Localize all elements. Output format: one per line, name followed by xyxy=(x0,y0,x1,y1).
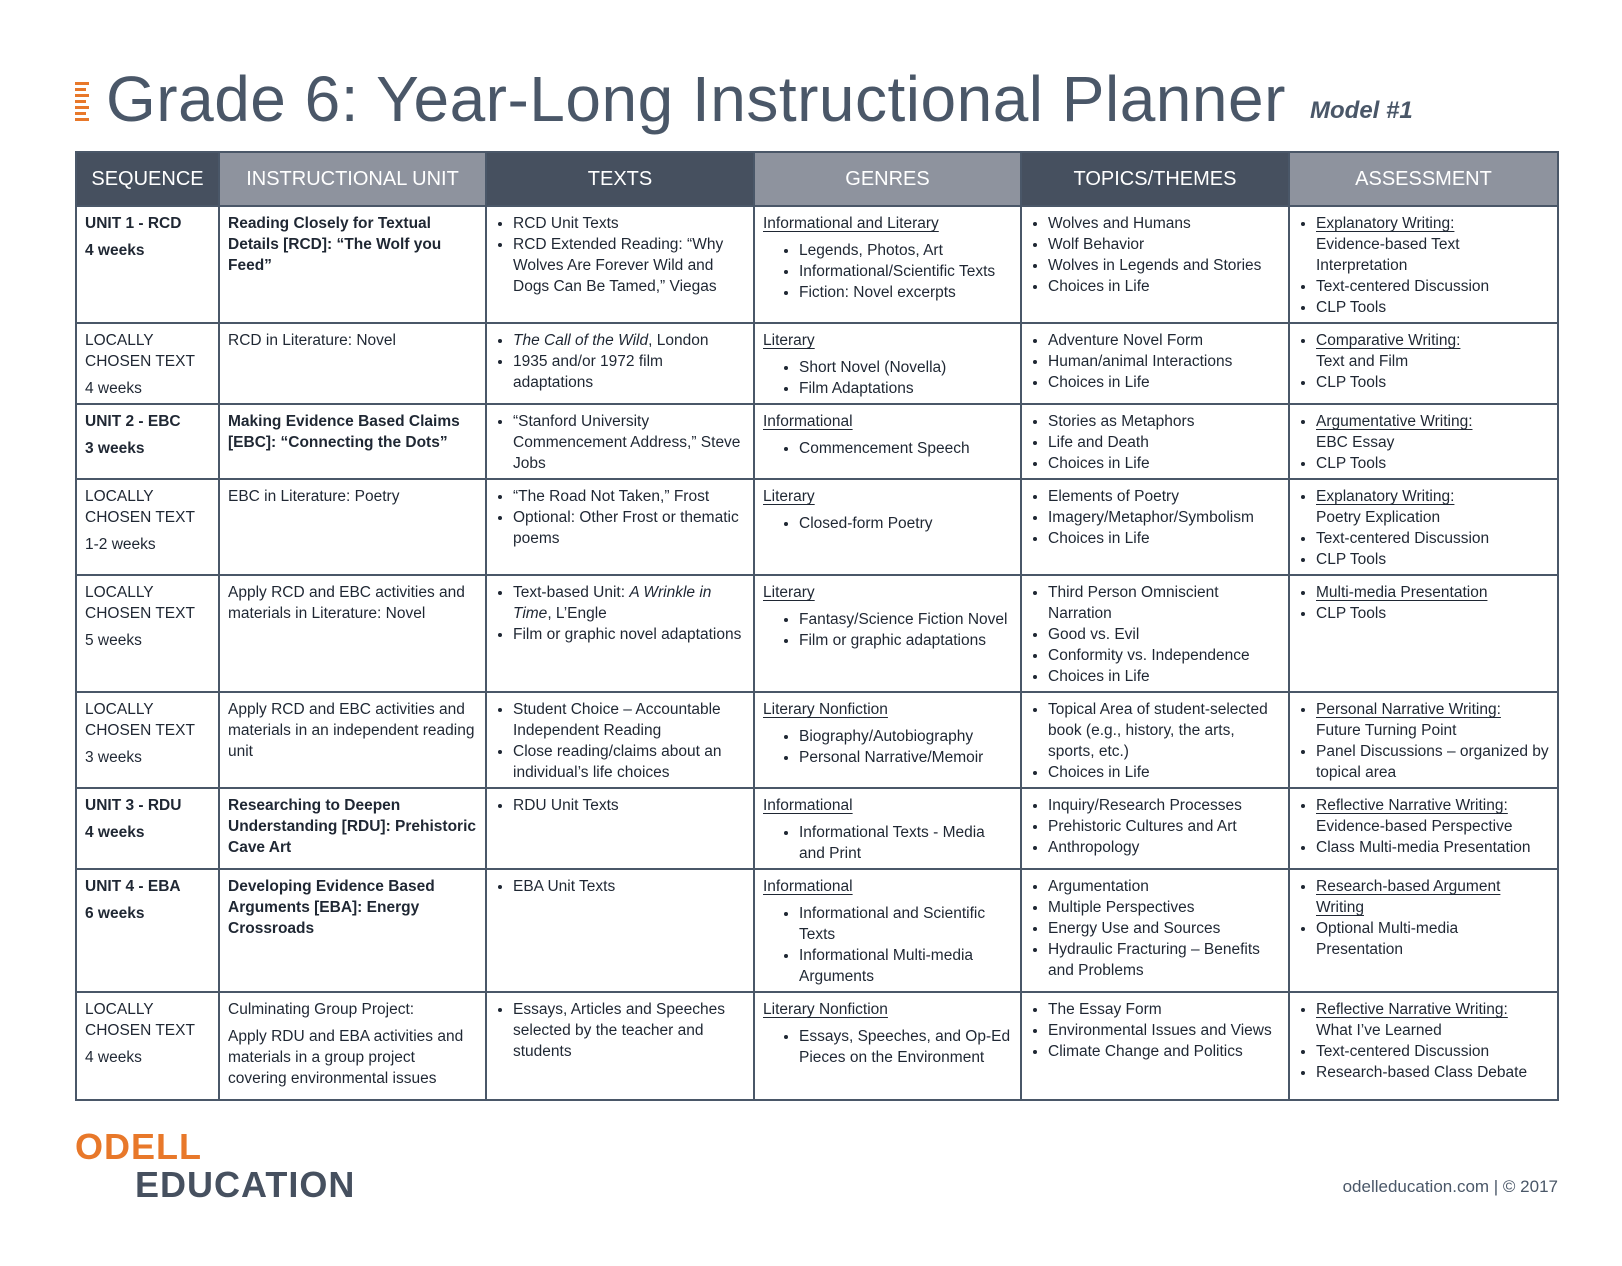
text-item xyxy=(513,330,745,351)
topic-item: • Choices in Life xyxy=(1048,372,1280,393)
genres-cell xyxy=(754,575,1021,692)
topic-item: • Elements of Poetry xyxy=(1048,486,1280,507)
instructional-unit-cell xyxy=(219,692,486,788)
assessment-cell xyxy=(1289,323,1558,404)
planner-body xyxy=(76,206,1558,1100)
assessment-cell xyxy=(1289,788,1558,869)
sequence-label: LOCALLY CHOSEN TEXT xyxy=(85,488,195,526)
texts-cell xyxy=(486,575,754,692)
assessment-item: • Text-centered Discussion xyxy=(1316,528,1549,549)
unit-title: RCD in Literature: Novel xyxy=(228,332,396,349)
texts-cell xyxy=(486,404,754,479)
sequence-cell xyxy=(76,479,219,575)
assessment-heading: Reflective Narrative Writing: xyxy=(1316,797,1508,814)
topic-item: • Multiple Perspectives xyxy=(1048,897,1280,918)
sequence-cell xyxy=(76,206,219,323)
topic-item: • Energy Use and Sources xyxy=(1048,918,1280,939)
assessment-item xyxy=(1316,411,1549,453)
genre-list xyxy=(763,822,1012,864)
assessment-item: • Text-centered Discussion xyxy=(1316,1041,1549,1062)
assessment-item xyxy=(1316,330,1549,372)
column-header-texts: TEXTS xyxy=(486,152,754,206)
texts-list xyxy=(495,876,745,897)
text-item: • Essays, Articles and Speeches selected by the teacher and students xyxy=(513,999,745,1062)
assessment-heading: Argumentative Writing: xyxy=(1316,413,1473,430)
genre-heading: Informational xyxy=(763,413,853,430)
text-item: • RCD Extended Reading: “Why Wolves Are Forever Wild and Dogs Can Be Tamed,” Viegas xyxy=(513,234,745,297)
text-item: • “The Road Not Taken,” Frost xyxy=(513,486,745,507)
topic-item: • Human/animal Interactions xyxy=(1048,351,1280,372)
texts-list xyxy=(495,582,745,645)
sequence-label: LOCALLY CHOSEN TEXT xyxy=(85,701,195,739)
instructional-unit-cell xyxy=(219,206,486,323)
text-title: The Call of the Wild xyxy=(513,332,649,349)
genre-item: • Short Novel (Novella) xyxy=(799,357,1012,378)
assessment-heading: Comparative Writing: xyxy=(1316,332,1461,349)
topics-cell xyxy=(1021,404,1289,479)
assessment-list xyxy=(1298,486,1549,570)
topic-item: • Climate Change and Politics xyxy=(1048,1041,1280,1062)
sequence-cell xyxy=(76,575,219,692)
topics-list xyxy=(1030,486,1280,549)
topics-cell xyxy=(1021,479,1289,575)
assessment-item: • CLP Tools xyxy=(1316,603,1549,624)
text-item: • RCD Unit Texts xyxy=(513,213,745,234)
table-row xyxy=(76,479,1558,575)
unit-title: Apply RCD and EBC activities and materials in an independent reading unit xyxy=(228,701,475,760)
texts-list xyxy=(495,411,745,474)
table-row xyxy=(76,323,1558,404)
table-row xyxy=(76,692,1558,788)
topic-item: • Choices in Life xyxy=(1048,528,1280,549)
assessment-cell xyxy=(1289,869,1558,992)
text-item xyxy=(513,582,745,624)
texts-cell xyxy=(486,869,754,992)
sequence-label: UNIT 2 - EBC xyxy=(85,413,181,430)
unit-title: Culminating Group Project: xyxy=(228,1001,415,1018)
genre-item: • Film Adaptations xyxy=(799,378,1012,399)
topics-list xyxy=(1030,699,1280,783)
topic-item: • Choices in Life xyxy=(1048,276,1280,297)
assessment-item: • CLP Tools xyxy=(1316,549,1549,570)
text-item: • Close reading/claims about an individual’s life choices xyxy=(513,741,745,783)
genre-list xyxy=(763,1026,1012,1068)
genre-item: • Film or graphic adaptations xyxy=(799,630,1012,651)
genre-item: • Essays, Speeches, and Op-Ed Pieces on the Environment xyxy=(799,1026,1012,1068)
genre-list xyxy=(763,609,1012,651)
assessment-heading: Reflective Narrative Writing: xyxy=(1316,1001,1508,1018)
table-row xyxy=(76,575,1558,692)
texts-cell xyxy=(486,788,754,869)
sequence-duration: 4 weeks xyxy=(85,824,145,841)
title-accent-bars xyxy=(75,82,89,124)
genres-cell xyxy=(754,788,1021,869)
assessment-item: • Class Multi-media Presentation xyxy=(1316,837,1549,858)
topics-cell xyxy=(1021,869,1289,992)
topic-item: • Wolves and Humans xyxy=(1048,213,1280,234)
unit-title: Reading Closely for Textual Details [RCD]: “The Wolf you Feed” xyxy=(228,215,442,274)
sequence-cell xyxy=(76,869,219,992)
assessment-heading: Research-based Argument Writing xyxy=(1316,878,1501,916)
instructional-unit-cell xyxy=(219,479,486,575)
assessment-item: • Text-centered Discussion xyxy=(1316,276,1549,297)
assessment-list xyxy=(1298,876,1549,960)
text-author: , London xyxy=(648,332,709,349)
text-item: • “Stanford University Commencement Address,” Steve Jobs xyxy=(513,411,745,474)
genre-list xyxy=(763,903,1012,987)
column-header-sequence: SEQUENCE xyxy=(76,152,219,206)
genre-list xyxy=(763,726,1012,768)
topics-list xyxy=(1030,213,1280,297)
topics-list xyxy=(1030,999,1280,1062)
assessment-detail: Evidence-based Perspective xyxy=(1316,818,1513,835)
unit-title: Researching to Deepen Understanding [RDU]: Prehistoric Cave Art xyxy=(228,797,477,856)
page-title: Grade 6: Year-Long Instructional Planner xyxy=(106,63,1286,135)
assessment-list xyxy=(1298,411,1549,474)
table-row xyxy=(76,869,1558,992)
unit-title: EBC in Literature: Poetry xyxy=(228,488,400,505)
texts-list xyxy=(495,486,745,549)
table-row xyxy=(76,788,1558,869)
topic-item: • Choices in Life xyxy=(1048,762,1280,783)
assessment-detail: Text and Film xyxy=(1316,353,1409,370)
text-item: • EBA Unit Texts xyxy=(513,876,745,897)
sequence-label: UNIT 4 - EBA xyxy=(85,878,181,895)
genres-cell xyxy=(754,692,1021,788)
texts-cell xyxy=(486,992,754,1100)
genres-cell xyxy=(754,992,1021,1100)
text-item: • Optional: Other Frost or thematic poems xyxy=(513,507,745,549)
assessment-heading: Personal Narrative Writing: xyxy=(1316,701,1501,718)
texts-list xyxy=(495,795,745,816)
genre-heading: Informational xyxy=(763,878,853,895)
genre-item: • Closed-form Poetry xyxy=(799,513,1012,534)
sequence-cell xyxy=(76,692,219,788)
odell-education-logo xyxy=(75,1128,355,1204)
assessment-cell xyxy=(1289,479,1558,575)
assessment-item: • Optional Multi-media Presentation xyxy=(1316,918,1549,960)
sequence-label: UNIT 3 - RDU xyxy=(85,797,182,814)
assessment-list xyxy=(1298,795,1549,858)
sequence-cell xyxy=(76,992,219,1100)
genre-item: • Biography/Autobiography xyxy=(799,726,1012,747)
assessment-heading: Multi-media Presentation xyxy=(1316,584,1488,601)
assessment-cell xyxy=(1289,206,1558,323)
logo-line-2: EDUCATION xyxy=(135,1164,356,1205)
text-prefix: Text-based Unit: xyxy=(513,584,630,601)
table-row xyxy=(76,992,1558,1100)
logo-line-1: ODELL xyxy=(75,1126,202,1167)
assessment-list xyxy=(1298,330,1549,393)
instructional-unit-cell xyxy=(219,575,486,692)
topic-item: • Topical Area of student-selected book (e.g., history, the arts, sports, etc.) xyxy=(1048,699,1280,762)
assessment-cell xyxy=(1289,992,1558,1100)
topic-item: • Prehistoric Cultures and Art xyxy=(1048,816,1280,837)
genre-item: • Informational and Scientific Texts xyxy=(799,903,1012,945)
genres-cell xyxy=(754,869,1021,992)
assessment-item: • CLP Tools xyxy=(1316,453,1549,474)
assessment-cell xyxy=(1289,692,1558,788)
sequence-duration: 4 weeks xyxy=(85,1049,142,1066)
sequence-label: LOCALLY CHOSEN TEXT xyxy=(85,332,195,370)
topics-cell xyxy=(1021,575,1289,692)
texts-cell xyxy=(486,206,754,323)
footer-copyright: odelleducation.com | © 2017 xyxy=(1342,1177,1558,1196)
sequence-label: UNIT 1 - RCD xyxy=(85,215,182,232)
texts-list xyxy=(495,699,745,783)
topic-item: • Conformity vs. Independence xyxy=(1048,645,1280,666)
table-header-row xyxy=(76,152,1558,206)
assessment-heading: Explanatory Writing: xyxy=(1316,215,1455,232)
assessment-item: • Panel Discussions – organized by topical area xyxy=(1316,741,1549,783)
sequence-duration: 1-2 weeks xyxy=(85,536,156,553)
topic-item: • Hydraulic Fracturing – Benefits and Problems xyxy=(1048,939,1280,981)
genre-heading: Informational and Literary xyxy=(763,215,939,232)
topic-item: • Adventure Novel Form xyxy=(1048,330,1280,351)
genre-heading: Literary xyxy=(763,332,815,349)
column-header-assessment: ASSESSMENT xyxy=(1289,152,1558,206)
instructional-unit-cell xyxy=(219,992,486,1100)
sequence-label: LOCALLY CHOSEN TEXT xyxy=(85,1001,195,1039)
topics-cell xyxy=(1021,206,1289,323)
topic-item: • Third Person Omniscient Narration xyxy=(1048,582,1280,624)
assessment-detail: What I’ve Learned xyxy=(1316,1022,1442,1039)
topics-list xyxy=(1030,411,1280,474)
assessment-item xyxy=(1316,876,1549,918)
texts-cell xyxy=(486,323,754,404)
table-row xyxy=(76,404,1558,479)
assessment-item xyxy=(1316,213,1549,276)
assessment-list xyxy=(1298,699,1549,783)
unit-description: Apply RDU and EBA activities and materials in a group project covering environmental issues xyxy=(228,1028,464,1087)
sequence-label: LOCALLY CHOSEN TEXT xyxy=(85,584,195,622)
topic-item: • The Essay Form xyxy=(1048,999,1280,1020)
table-row xyxy=(76,206,1558,323)
assessment-cell xyxy=(1289,575,1558,692)
topic-item: • Wolf Behavior xyxy=(1048,234,1280,255)
genre-heading: Literary Nonfiction xyxy=(763,701,888,718)
sequence-cell xyxy=(76,323,219,404)
assessment-item: • CLP Tools xyxy=(1316,297,1549,318)
assessment-detail: Future Turning Point xyxy=(1316,722,1457,739)
topic-item: • Argumentation xyxy=(1048,876,1280,897)
topics-cell xyxy=(1021,323,1289,404)
topic-item: • Wolves in Legends and Stories xyxy=(1048,255,1280,276)
assessment-detail: Poetry Explication xyxy=(1316,509,1441,526)
genres-cell xyxy=(754,404,1021,479)
genre-heading: Literary xyxy=(763,488,815,505)
genre-item: • Informational Multi-media Arguments xyxy=(799,945,1012,987)
genre-list xyxy=(763,357,1012,399)
genre-list xyxy=(763,513,1012,534)
genre-item: • Fiction: Novel excerpts xyxy=(799,282,1012,303)
topic-item: • Imagery/Metaphor/Symbolism xyxy=(1048,507,1280,528)
assessment-list xyxy=(1298,582,1549,624)
column-header-genres: GENRES xyxy=(754,152,1021,206)
topic-item: • Life and Death xyxy=(1048,432,1280,453)
texts-cell xyxy=(486,479,754,575)
topics-cell xyxy=(1021,692,1289,788)
instructional-unit-cell xyxy=(219,869,486,992)
topic-item: • Choices in Life xyxy=(1048,453,1280,474)
text-item: • Student Choice – Accountable Independent Reading xyxy=(513,699,745,741)
column-header-topics-themes: TOPICS/THEMES xyxy=(1021,152,1289,206)
assessment-list xyxy=(1298,999,1549,1083)
genres-cell xyxy=(754,479,1021,575)
unit-title: Apply RCD and EBC activities and materials in Literature: Novel xyxy=(228,584,465,622)
topics-list xyxy=(1030,795,1280,858)
topics-list xyxy=(1030,876,1280,981)
genre-item: • Legends, Photos, Art xyxy=(799,240,1012,261)
topic-item: • Inquiry/Research Processes xyxy=(1048,795,1280,816)
sequence-duration: 4 weeks xyxy=(85,242,145,259)
unit-title: Making Evidence Based Claims [EBC]: “Connecting the Dots” xyxy=(228,413,460,451)
topic-item: • Environmental Issues and Views xyxy=(1048,1020,1280,1041)
sequence-duration: 4 weeks xyxy=(85,380,142,397)
text-item: • Film or graphic novel adaptations xyxy=(513,624,745,645)
sequence-cell xyxy=(76,788,219,869)
assessment-list xyxy=(1298,213,1549,318)
text-item: • 1935 and/or 1972 film adaptations xyxy=(513,351,745,393)
assessment-item xyxy=(1316,486,1549,528)
topic-item: • Stories as Metaphors xyxy=(1048,411,1280,432)
assessment-detail: EBC Essay xyxy=(1316,434,1395,451)
unit-title: Developing Evidence Based Arguments [EBA]: Energy Crossroads xyxy=(228,878,435,937)
instructional-unit-cell xyxy=(219,404,486,479)
assessment-heading: Explanatory Writing: xyxy=(1316,488,1455,505)
texts-cell xyxy=(486,692,754,788)
texts-list xyxy=(495,330,745,393)
model-label: Model #1 xyxy=(1310,97,1413,124)
topics-list xyxy=(1030,582,1280,687)
assessment-cell xyxy=(1289,404,1558,479)
text-author: , L’Engle xyxy=(547,605,607,622)
genre-heading: Literary Nonfiction xyxy=(763,1001,888,1018)
genre-item: • Commencement Speech xyxy=(799,438,1012,459)
sequence-cell xyxy=(76,404,219,479)
assessment-item xyxy=(1316,582,1549,603)
topic-item: • Good vs. Evil xyxy=(1048,624,1280,645)
text-item: • RDU Unit Texts xyxy=(513,795,745,816)
assessment-item: • CLP Tools xyxy=(1316,372,1549,393)
topics-list xyxy=(1030,330,1280,393)
genre-item: • Informational Texts - Media and Print xyxy=(799,822,1012,864)
genre-heading: Literary xyxy=(763,584,815,601)
assessment-detail: Evidence-based Text Interpretation xyxy=(1316,236,1460,274)
texts-list xyxy=(495,999,745,1062)
instructional-unit-cell xyxy=(219,323,486,404)
assessment-item xyxy=(1316,699,1549,741)
sequence-duration: 3 weeks xyxy=(85,749,142,766)
genres-cell xyxy=(754,206,1021,323)
assessment-item xyxy=(1316,795,1549,837)
topics-cell xyxy=(1021,992,1289,1100)
topic-item: • Choices in Life xyxy=(1048,666,1280,687)
genres-cell xyxy=(754,323,1021,404)
genre-heading: Informational xyxy=(763,797,853,814)
sequence-duration: 5 weeks xyxy=(85,632,142,649)
topics-cell xyxy=(1021,788,1289,869)
instructional-unit-cell xyxy=(219,788,486,869)
genre-item: • Informational/Scientific Texts xyxy=(799,261,1012,282)
assessment-item: • Research-based Class Debate xyxy=(1316,1062,1549,1083)
texts-list xyxy=(495,213,745,297)
sequence-duration: 3 weeks xyxy=(85,440,145,457)
genre-item: • Fantasy/Science Fiction Novel xyxy=(799,609,1012,630)
text-title: A Wrinkle in Time xyxy=(513,584,712,622)
genre-list xyxy=(763,240,1012,303)
topic-item: • Anthropology xyxy=(1048,837,1280,858)
sequence-duration: 6 weeks xyxy=(85,905,145,922)
genre-item: • Personal Narrative/Memoir xyxy=(799,747,1012,768)
column-header-instructional-unit: INSTRUCTIONAL UNIT xyxy=(219,152,486,206)
assessment-item xyxy=(1316,999,1549,1041)
genre-list xyxy=(763,438,1012,459)
planner-table xyxy=(75,151,1559,1101)
